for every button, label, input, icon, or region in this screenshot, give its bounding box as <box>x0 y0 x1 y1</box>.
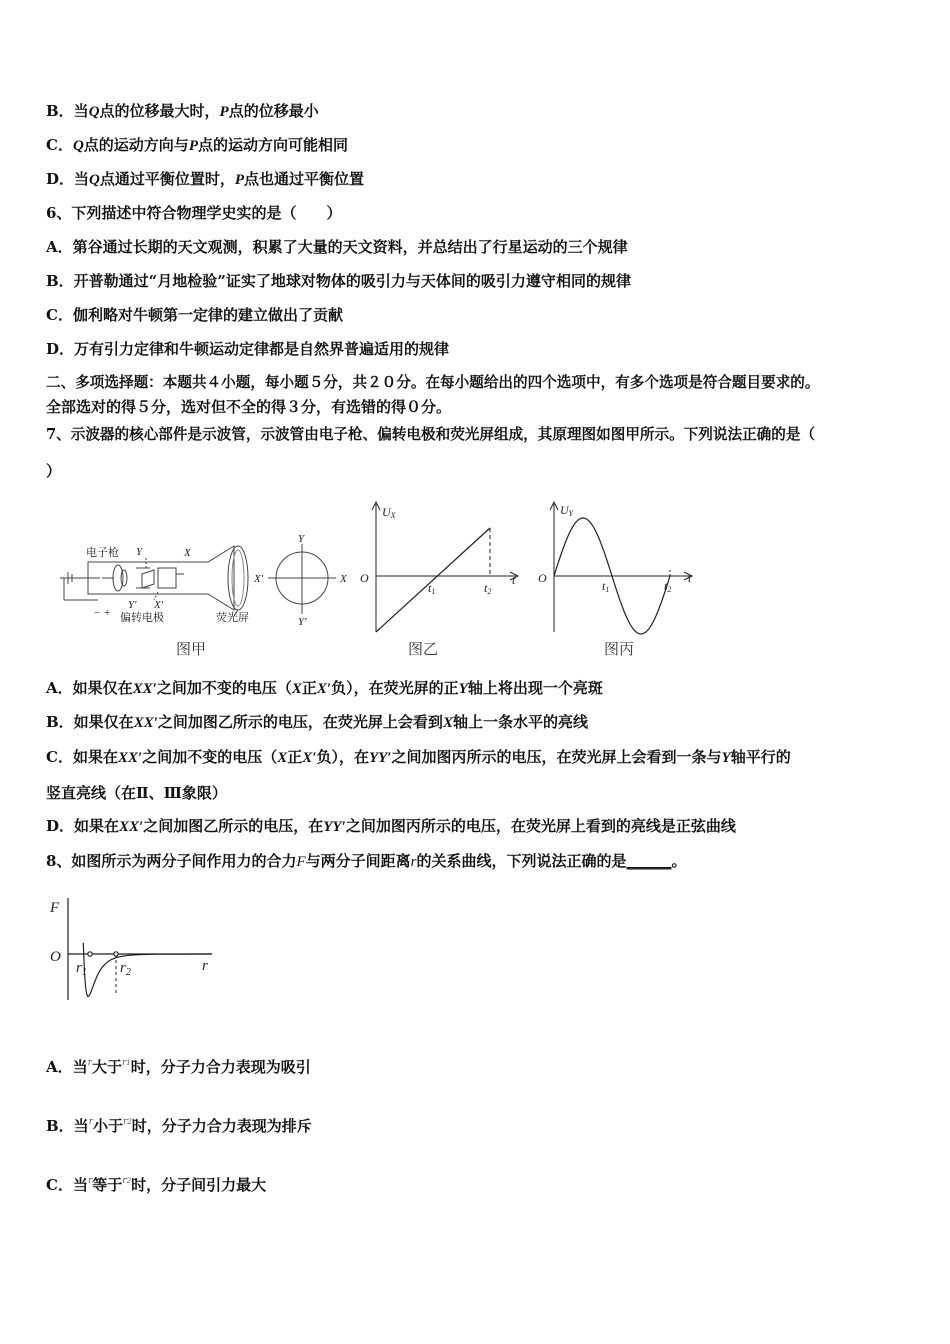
x-axis-label: t <box>512 573 516 587</box>
q7-option-a <box>46 677 603 700</box>
label-gun: 电子枪 <box>86 547 119 559</box>
var: r <box>87 1176 93 1186</box>
text: B．当 <box>46 1117 89 1135</box>
var: r <box>121 1058 127 1068</box>
q7-option-b <box>46 711 588 734</box>
q8-option-c <box>46 1174 266 1199</box>
q6-option-c: C．伽利略对牛顿第一定律的建立做出了贡献 <box>46 306 343 324</box>
figure-molecular-force <box>44 892 220 1004</box>
text: 负），在荧光屏的正 <box>331 679 459 697</box>
var: r <box>122 1176 127 1186</box>
var-r2 <box>123 1117 132 1127</box>
text: C． <box>46 136 73 154</box>
r1: r <box>76 960 82 976</box>
r2: r <box>120 960 126 976</box>
text: C．当 <box>46 1176 88 1194</box>
text: 点的位移最小 <box>228 102 319 120</box>
origin: O <box>538 571 547 585</box>
text: 之间加不变的电压（ <box>142 748 278 766</box>
svg-text:UX <box>382 505 397 520</box>
origin: O <box>360 571 369 585</box>
q7-stem-line2: ） <box>46 462 62 480</box>
text: 之间加图乙所示的电压，在荧光屏上会看到 <box>157 713 443 731</box>
text: 轴上一条水平的亮线 <box>452 713 588 731</box>
var: X <box>291 681 302 697</box>
svg-text:t1 <box>428 581 435 596</box>
svg-text:r2 <box>120 960 131 978</box>
q6-option-d: D．万有引力定律和牛顿运动定律都是自然界普遍适用的规律 <box>46 340 450 358</box>
text: 小于 <box>93 1117 124 1135</box>
text: 点的运动方向可能相同 <box>197 136 348 154</box>
svg-text:UY <box>560 503 575 518</box>
text: 的关系曲线，下列说法正确的是 <box>416 852 627 870</box>
var: X′ <box>316 681 332 697</box>
var-r1 <box>122 1058 131 1068</box>
var: Q <box>89 172 100 188</box>
figure-bing-caption: 图丙 <box>604 642 635 658</box>
text: D．当 <box>46 170 90 188</box>
var: r <box>410 854 417 870</box>
origin: O <box>50 949 61 965</box>
text: C．如果在 <box>46 748 118 766</box>
q5-option-b <box>46 100 319 123</box>
var: XX′ <box>117 750 143 766</box>
r1-sub: 1 <box>81 967 87 978</box>
var: XX′ <box>133 715 158 731</box>
var: X <box>442 715 453 731</box>
label-screen: 荧光屏 <box>216 612 249 624</box>
label-screen-x: X <box>340 573 347 585</box>
label-xprime: X′ <box>154 599 164 611</box>
var: r <box>87 1058 92 1068</box>
text: A．当 <box>46 1058 88 1076</box>
figure-jia <box>58 528 358 626</box>
q5-option-d <box>46 168 364 191</box>
q5-option-c <box>46 134 348 157</box>
svg-text:t1 <box>602 579 609 594</box>
text: 时，分子间引力最大 <box>131 1176 267 1194</box>
q7-option-c-line2: 竖直亮线（在Ⅱ、Ⅲ象限） <box>46 784 227 802</box>
label-y: Y <box>136 546 143 558</box>
t2-sub: 2 <box>667 585 672 594</box>
t1-sub: 1 <box>431 587 436 596</box>
figure-yi-caption: 图乙 <box>408 642 439 658</box>
text: 等于 <box>92 1176 123 1194</box>
text: 与两分子间距离 <box>305 852 411 870</box>
ylabel: U <box>382 505 391 519</box>
var: YY′ <box>368 750 392 766</box>
var: P <box>234 172 245 188</box>
x-axis-label: t <box>688 571 692 585</box>
q6-stem: 6、下列描述中符合物理学史实的是（ ） <box>46 204 342 222</box>
t1: t <box>428 581 432 595</box>
q8-option-b <box>46 1115 312 1140</box>
text: B．当 <box>46 102 89 120</box>
figure-jia-caption: 图甲 <box>176 642 207 658</box>
text: 正 <box>301 679 317 697</box>
text: 正 <box>287 748 303 766</box>
q6-option-a: A．第谷通过长期的天文观测，积累了大量的天文资料，并总结出了行星运动的三个规律 <box>46 238 628 256</box>
text: 之间加图丙所示的电压，在荧光屏上看到的亮线是正弦曲线 <box>345 817 736 835</box>
text: 时，分子力合力表现为吸引 <box>130 1058 311 1076</box>
var: r <box>88 1117 93 1127</box>
var: Q <box>88 104 100 120</box>
label-screen-y: Y <box>298 533 305 545</box>
var: P <box>219 104 229 120</box>
text: 负），在 <box>316 748 369 766</box>
text: 点通过平衡位置时， <box>99 170 235 188</box>
text: D．如果在 <box>46 817 120 835</box>
label-x: X <box>184 547 191 559</box>
var: XX′ <box>119 819 144 835</box>
section2-line1: 二、多项选择题：本题共４小题，每小题５分，共２０分。在每小题给出的四个选项中，有多个选项是符合题目要求的。 <box>46 374 820 391</box>
ylabel: U <box>560 503 569 517</box>
q7-option-c-line1 <box>46 746 791 769</box>
var: F <box>296 854 306 870</box>
section2-line2: 全部选对的得５分，选对但不全的得３分，有选错的得０分。 <box>46 398 452 416</box>
svg-text:t2 <box>484 581 491 596</box>
text: 。 <box>671 852 687 870</box>
svg-text:r1 <box>76 960 87 978</box>
t2-sub: 2 <box>487 587 492 596</box>
t1-sub: 1 <box>605 585 610 594</box>
var-r2 <box>122 1176 131 1186</box>
label-deflect: 偏转电极 <box>120 612 164 624</box>
figure-yi <box>352 498 530 638</box>
label-screen-xprime: X′ <box>254 573 264 585</box>
var: X′ <box>302 750 317 766</box>
r2-sub: 2 <box>125 967 131 978</box>
ylabel-sub: X <box>390 511 396 520</box>
label-yprime: Y′ <box>128 599 137 611</box>
text: 大于 <box>91 1058 122 1076</box>
var: Y <box>458 681 468 697</box>
var-sub: 2 <box>127 1118 132 1126</box>
text: 轴平行的 <box>730 748 791 766</box>
ylabel-sub: Y <box>568 509 574 518</box>
text: 时，分子力合力表现为排斥 <box>131 1117 312 1135</box>
q7-stem-line1: 7、示波器的核心部件是示波管，示波管由电子枪、偏转电极和荧光屏组成，其原理图如图甲所示。下列说法正确的是（ <box>46 426 816 443</box>
text: B．如果仅在 <box>46 713 134 731</box>
svg-text:t2 <box>664 579 671 594</box>
q8-option-a <box>46 1056 311 1081</box>
answer-blank: ______ <box>626 852 672 870</box>
var: X <box>277 750 288 766</box>
text: 轴上将出现一个亮斑 <box>467 679 603 697</box>
text: A．如果仅在 <box>46 679 133 697</box>
t2: t <box>484 581 488 595</box>
text: 点的运动方向与 <box>83 136 189 154</box>
x-axis-label: r <box>202 958 208 974</box>
text: 之间加图丙所示的电压，在荧光屏上会看到一条与 <box>391 748 722 766</box>
var: Q <box>72 138 84 154</box>
var: r <box>123 1117 128 1127</box>
q8-stem <box>46 850 687 873</box>
text: 之间加图乙所示的电压，在 <box>143 817 324 835</box>
force-curve <box>83 943 212 997</box>
label-screen-yprime: Y′ <box>298 616 307 626</box>
text: 点也通过平衡位置 <box>244 170 365 188</box>
label-plus: + <box>104 607 111 619</box>
text: 点的位移最大时， <box>99 102 220 120</box>
figure-bing <box>530 498 700 638</box>
var-sub: 1 <box>126 1059 131 1067</box>
q7-option-d <box>46 815 736 838</box>
q6-option-b: B．开普勒通过“月地检验”证实了地球对物体的吸引力与天体间的吸引力遵守相同的规律 <box>46 272 631 290</box>
label-minus: − <box>94 607 101 619</box>
var: XX′ <box>132 681 157 697</box>
t2: t <box>664 579 668 593</box>
text: 之间加不变的电压（ <box>156 679 292 697</box>
ylabel: F <box>50 900 60 916</box>
text: 8、如图所示为两分子间作用力的合力 <box>46 852 297 870</box>
var: YY′ <box>323 819 346 835</box>
var-sub: 2 <box>126 1177 132 1185</box>
var: Y <box>721 750 731 766</box>
var: P <box>188 138 198 154</box>
t1: t <box>602 579 606 593</box>
